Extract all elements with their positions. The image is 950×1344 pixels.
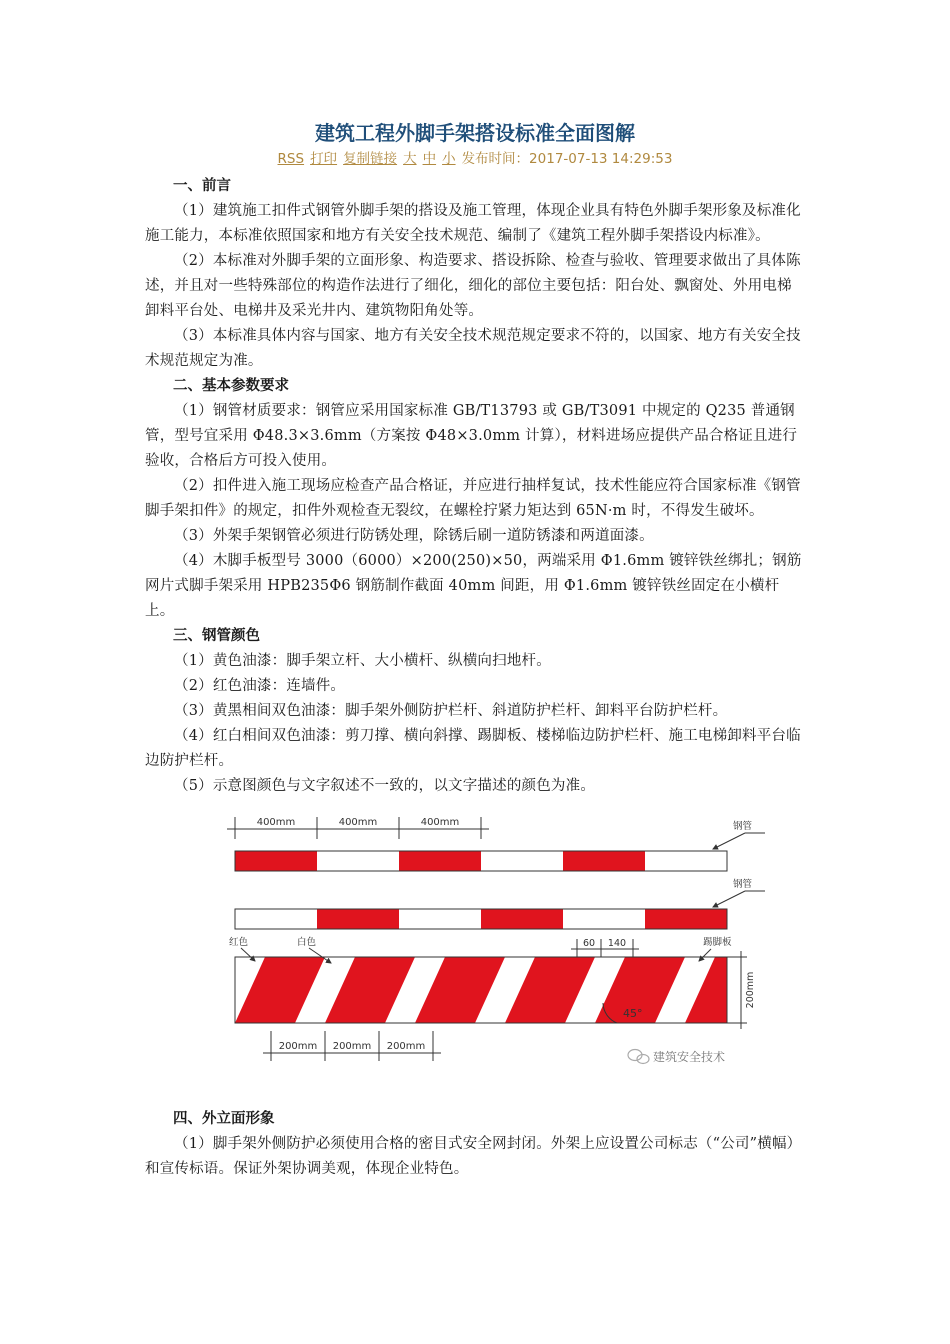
watermark-text: 建筑安全技术: [653, 1050, 726, 1064]
label-pipe-1: 钢管: [733, 821, 753, 832]
section-heading-1: 一、前言: [173, 178, 231, 194]
font-medium-link[interactable]: 中: [422, 151, 437, 167]
page-title: 建筑工程外脚手架搭设标准全面图解: [315, 121, 635, 145]
toeboard: [205, 957, 765, 1023]
label-pipe-2: 钢管: [733, 879, 753, 890]
paragraph: （4）木脚手板型号 3000（6000）×200(250)×50，两端采用 Φ1.6mm 镀锌铁丝绑扎；钢筋网片式脚手架采用 HPB235Φ6 钢筋制作截面 40mm 间距，用 Φ1.6mm 镀锌铁丝固定在小横杆上。: [145, 553, 802, 619]
wechat-icon: [628, 1050, 649, 1064]
section-heading-2: 二、基本参数要求: [173, 378, 289, 394]
dim-bottom-3: 200mm: [386, 1041, 426, 1052]
paragraph: （2）红色油漆：连墙件。: [174, 678, 346, 694]
paragraph: （4）红白相间双色油漆：剪刀撑、横向斜撑、踢脚板、楼梯临边防护栏杆、施工电梯卸料平台临边防护栏杆。: [145, 728, 801, 769]
copy-link[interactable]: 复制链接: [343, 151, 398, 167]
dim-top-1: 400mm: [256, 817, 296, 828]
label-red: 红色: [229, 937, 249, 948]
dim-height: 200mm: [745, 971, 756, 1009]
publish-time: 发布时间：2017-07-13 14:29:53: [461, 151, 673, 167]
dim-top-2: 400mm: [338, 817, 378, 828]
paragraph: （5）示意图颜色与文字叙述不一致的，以文字描述的颜色为准。: [174, 778, 596, 794]
dim-bottom-2: 200mm: [332, 1041, 372, 1052]
dim-140: 140: [607, 938, 627, 949]
dim-top-3: 400mm: [420, 817, 460, 828]
document-page: [145, 118, 805, 1182]
rss-link[interactable]: RSS: [277, 151, 305, 167]
paragraph: （1）建筑施工扣件式钢管外脚手架的搭设及施工管理，体现企业具有特色外脚手架形象及标准化施工能力，本标准依照国家和地方有关安全技术规范、编制了《建筑工程外脚手架搭设内标准》。: [145, 203, 801, 244]
pipe-color-diagram: [205, 805, 765, 1085]
paragraph: （1）黄色油漆：脚手架立杆、大小横杆、纵横向扫地杆。: [174, 653, 551, 669]
paragraph: （2）本标准对外脚手架的立面形象、构造要求、搭设拆除、检查与验收、管理要求做出了具体陈述，并且对一些特殊部位的构造作法进行了细化，细化的部位主要包括：阳台处、飘窗处、外用电梯卸料平台处、电梯井及采光井内、建筑物阳角处等。: [145, 253, 801, 319]
angle-label: 45°: [623, 1007, 643, 1020]
paragraph: （3）外架手架钢管必须进行防锈处理，除锈后刷一道防锈漆和两道面漆。: [174, 528, 654, 544]
section-heading-4: 四、外立面形象: [173, 1111, 275, 1127]
label-white: 白色: [297, 937, 317, 948]
dim-bottom-1: 200mm: [278, 1041, 318, 1052]
paragraph: （2）扣件进入施工现场应检查产品合格证，并应进行抽样复试，技术性能应符合国家标准《钢管脚手架扣件》的规定，扣件外观检查无裂纹，在螺栓拧紧力矩达到 65N·m 时，不得发生破坏。: [145, 478, 801, 519]
pipe-1: [235, 851, 727, 871]
paragraph: （1）钢管材质要求：钢管应采用国家标准 GB/T13793 或 GB/T3091 中规定的 Q235 普通钢管，型号宜采用 Φ48.3×3.6mm（方案按 Φ48×3.0mm 计算），材料进场应提供产品合格证且进行验收，合格后方可投入使用。: [145, 403, 798, 469]
section-heading-3: 三、钢管颜色: [173, 628, 260, 644]
meta-bar: [145, 148, 805, 170]
dim-60: 60: [582, 938, 596, 949]
font-small-link[interactable]: 小: [442, 151, 456, 167]
paragraph: （1）脚手架外侧防护必须使用合格的密目式安全网封闭。外架上应设置公司标志（“公司”横幅）和宣传标语。保证外架协调美观，体现企业特色。: [145, 1136, 802, 1177]
label-toeboard: 踢脚板: [703, 937, 732, 948]
paragraph: （3）本标准具体内容与国家、地方有关安全技术规范规定要求不符的，以国家、地方有关安全技术规范规定为准。: [145, 328, 801, 369]
pipe-2: [235, 909, 727, 929]
print-link[interactable]: 打印: [310, 151, 338, 167]
font-large-link[interactable]: 大: [403, 151, 417, 167]
paragraph: （3）黄黑相间双色油漆：脚手架外侧防护栏杆、斜道防护栏杆、卸料平台防护栏杆。: [174, 703, 728, 719]
